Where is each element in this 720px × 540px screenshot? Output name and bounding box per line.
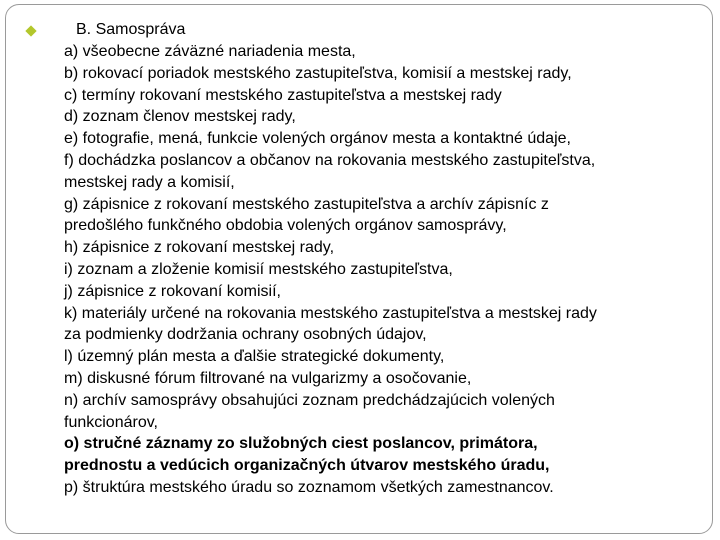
list-item-line: n) archív samosprávy obsahujúci zoznam predchádzajúcich volených (64, 391, 555, 409)
item-list (64, 41, 694, 499)
list-item-line: prednostu a vedúcich organizačných útvarov mestského úradu, (64, 457, 550, 475)
list-item-line: k) materiály určené na rokovania mestského zastupiteľstva a mestskej rady (64, 304, 597, 322)
list-item-line: b) rokovací poriadok mestského zastupiteľstva, komisií a mestskej rady, (64, 64, 572, 82)
list-item-line: o) stručné záznamy zo služobných ciest poslancov, primátora, (64, 435, 538, 453)
list-item-line: h) zápisnice z rokovaní mestskej rady, (64, 239, 335, 257)
list-item-line: l) územný plán mesta a ďalšie strategické dokumenty, (64, 348, 445, 366)
list-item-line: j) zápisnice z rokovaní komisií, (64, 282, 281, 300)
list-item-line: za podmienky dodržania ochrany osobných údajov, (64, 326, 427, 344)
list-item-line: g) zápisnice z rokovaní mestského zastupiteľstva a archív zápisníc z (64, 195, 549, 213)
list-item-line: c) termíny rokovaní mestského zastupiteľstva a mestskej rady (64, 86, 502, 104)
list-item-line: mestskej rady a komisií, (64, 173, 235, 191)
list-item-line: funkcionárov, (64, 413, 158, 431)
list-item-line: e) fotografie, mená, funkcie volených orgánov mesta a kontaktné údaje, (64, 130, 571, 148)
list-item-line: f) dochádzka poslancov a občanov na rokovania mestského zastupiteľstva, (64, 151, 596, 169)
list-item-line: a) všeobecne záväzné nariadenia mesta, (64, 43, 356, 60)
list-item-line: i) zoznam a zloženie komisií mestského zastupiteľstva, (64, 260, 453, 278)
list-item-line: p) štruktúra mestského úradu so zoznamom všetkých zamestnancov. (64, 478, 554, 496)
section-heading: B. Samospráva (76, 21, 186, 38)
list-item-line: predošlého funkčného obdobia volených orgánov samosprávy, (64, 217, 507, 235)
list-item-line: d) zoznam členov mestskej rady, (64, 108, 296, 126)
list-item-line: m) diskusné fórum filtrované na vulgarizmy a osočovanie, (64, 369, 472, 387)
